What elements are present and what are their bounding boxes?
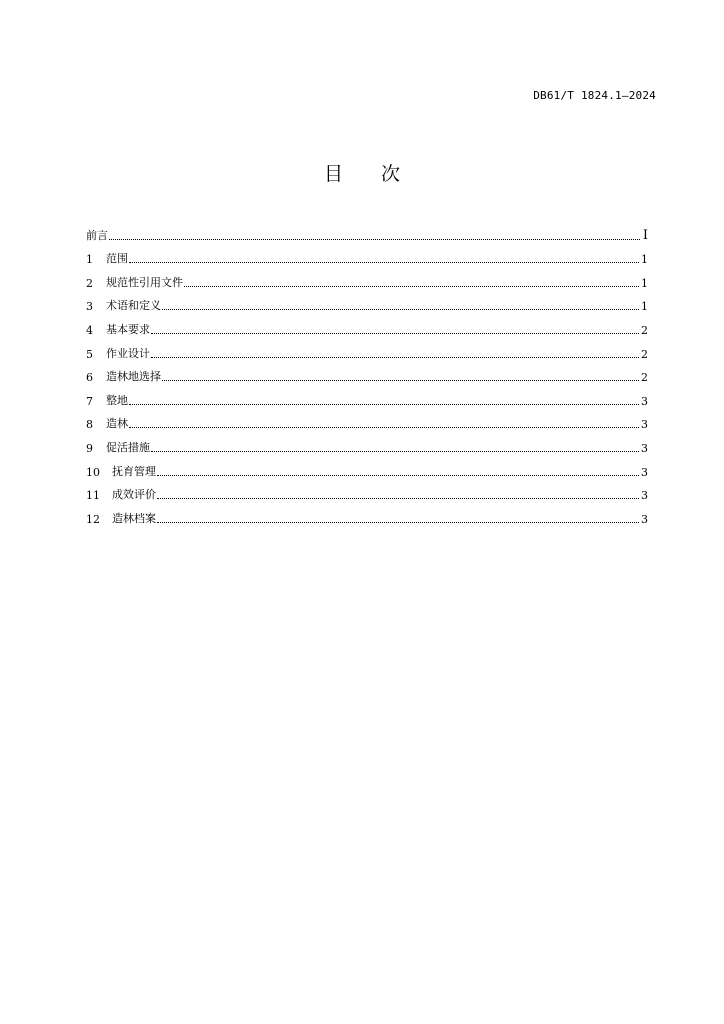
toc-leader-dots [151, 451, 639, 452]
toc-entry-label: 促活措施 [106, 440, 150, 454]
toc-leader-dots [129, 404, 639, 405]
toc-leader-dots [151, 333, 639, 334]
toc-entry-page: 1 [641, 300, 648, 314]
toc-entry-label: 成效评价 [112, 488, 156, 502]
toc-entry-11[interactable] [86, 479, 648, 503]
toc-entry-page: 2 [641, 323, 648, 337]
toc-leader-dots [157, 475, 639, 476]
toc-entry-label: 造林地选择 [106, 370, 161, 384]
toc-entry-number: 8 [86, 418, 93, 432]
toc-entry-12[interactable] [86, 502, 648, 526]
toc-entry-9[interactable] [86, 431, 648, 455]
toc-entry-number: 9 [86, 441, 93, 455]
toc-entry-1[interactable] [86, 243, 648, 267]
toc-entry-label: 抚育管理 [112, 464, 156, 478]
toc-entry-number: 1 [86, 253, 93, 267]
toc-title-char-2: 次 [381, 163, 401, 185]
toc-leader-dots [129, 427, 639, 428]
toc-entry-page: 3 [641, 489, 648, 503]
toc-entry-3[interactable] [86, 290, 648, 314]
toc-entry-page: Ⅰ [642, 227, 648, 243]
toc-entry-number: 2 [86, 276, 93, 290]
toc-leader-dots [162, 309, 639, 310]
toc-entry-8[interactable] [86, 408, 648, 432]
toc-leader-dots [162, 380, 639, 381]
toc-entry-page: 3 [641, 512, 648, 526]
toc-entry-label: 规范性引用文件 [106, 275, 183, 289]
toc-leader-dots [109, 239, 640, 240]
toc-entry-number: 12 [86, 512, 100, 526]
toc-entry-label: 前言 [86, 228, 108, 242]
toc-entry-page: 3 [641, 418, 648, 432]
toc-entry-page: 2 [641, 347, 648, 361]
toc-entry-number: 4 [86, 323, 93, 337]
document-code: DB61/T 1824.1—2024 [533, 89, 656, 102]
toc-title-char-1: 目 [323, 163, 343, 185]
toc-entry-number: 11 [86, 489, 100, 503]
toc-title [0, 159, 724, 186]
toc-entry-number: 5 [86, 347, 93, 361]
toc-leader-dots [184, 286, 639, 287]
toc-entry-label: 造林档案 [112, 511, 156, 525]
toc-leader-dots [151, 357, 639, 358]
toc-entry-label: 整地 [106, 393, 128, 407]
toc-entry-2[interactable] [86, 266, 648, 290]
toc-entry-page: 1 [641, 253, 648, 267]
toc-entry-label: 造林 [106, 417, 128, 431]
toc-leader-dots [157, 498, 639, 499]
toc-entry-4[interactable] [86, 313, 648, 337]
toc-entry-7[interactable] [86, 384, 648, 408]
toc-entry-5[interactable] [86, 337, 648, 361]
toc-entry-6[interactable] [86, 361, 648, 385]
toc-entry-number: 3 [86, 300, 93, 314]
toc-entry-number: 10 [86, 465, 100, 479]
toc-entry-label: 范围 [106, 252, 128, 266]
toc-entry-10[interactable] [86, 455, 648, 479]
toc-entry-foreword[interactable] [86, 219, 648, 243]
toc-entry-number: 7 [86, 394, 93, 408]
toc-list [86, 219, 648, 526]
toc-entry-label: 术语和定义 [106, 299, 161, 313]
toc-leader-dots [157, 522, 639, 523]
toc-entry-page: 3 [641, 441, 648, 455]
toc-entry-label: 基本要求 [106, 322, 150, 336]
toc-entry-page: 1 [641, 276, 648, 290]
toc-entry-number: 6 [86, 371, 93, 385]
toc-entry-page: 3 [641, 394, 648, 408]
toc-entry-page: 2 [641, 371, 648, 385]
toc-leader-dots [129, 262, 639, 263]
toc-entry-label: 作业设计 [106, 346, 150, 360]
toc-entry-page: 3 [641, 465, 648, 479]
